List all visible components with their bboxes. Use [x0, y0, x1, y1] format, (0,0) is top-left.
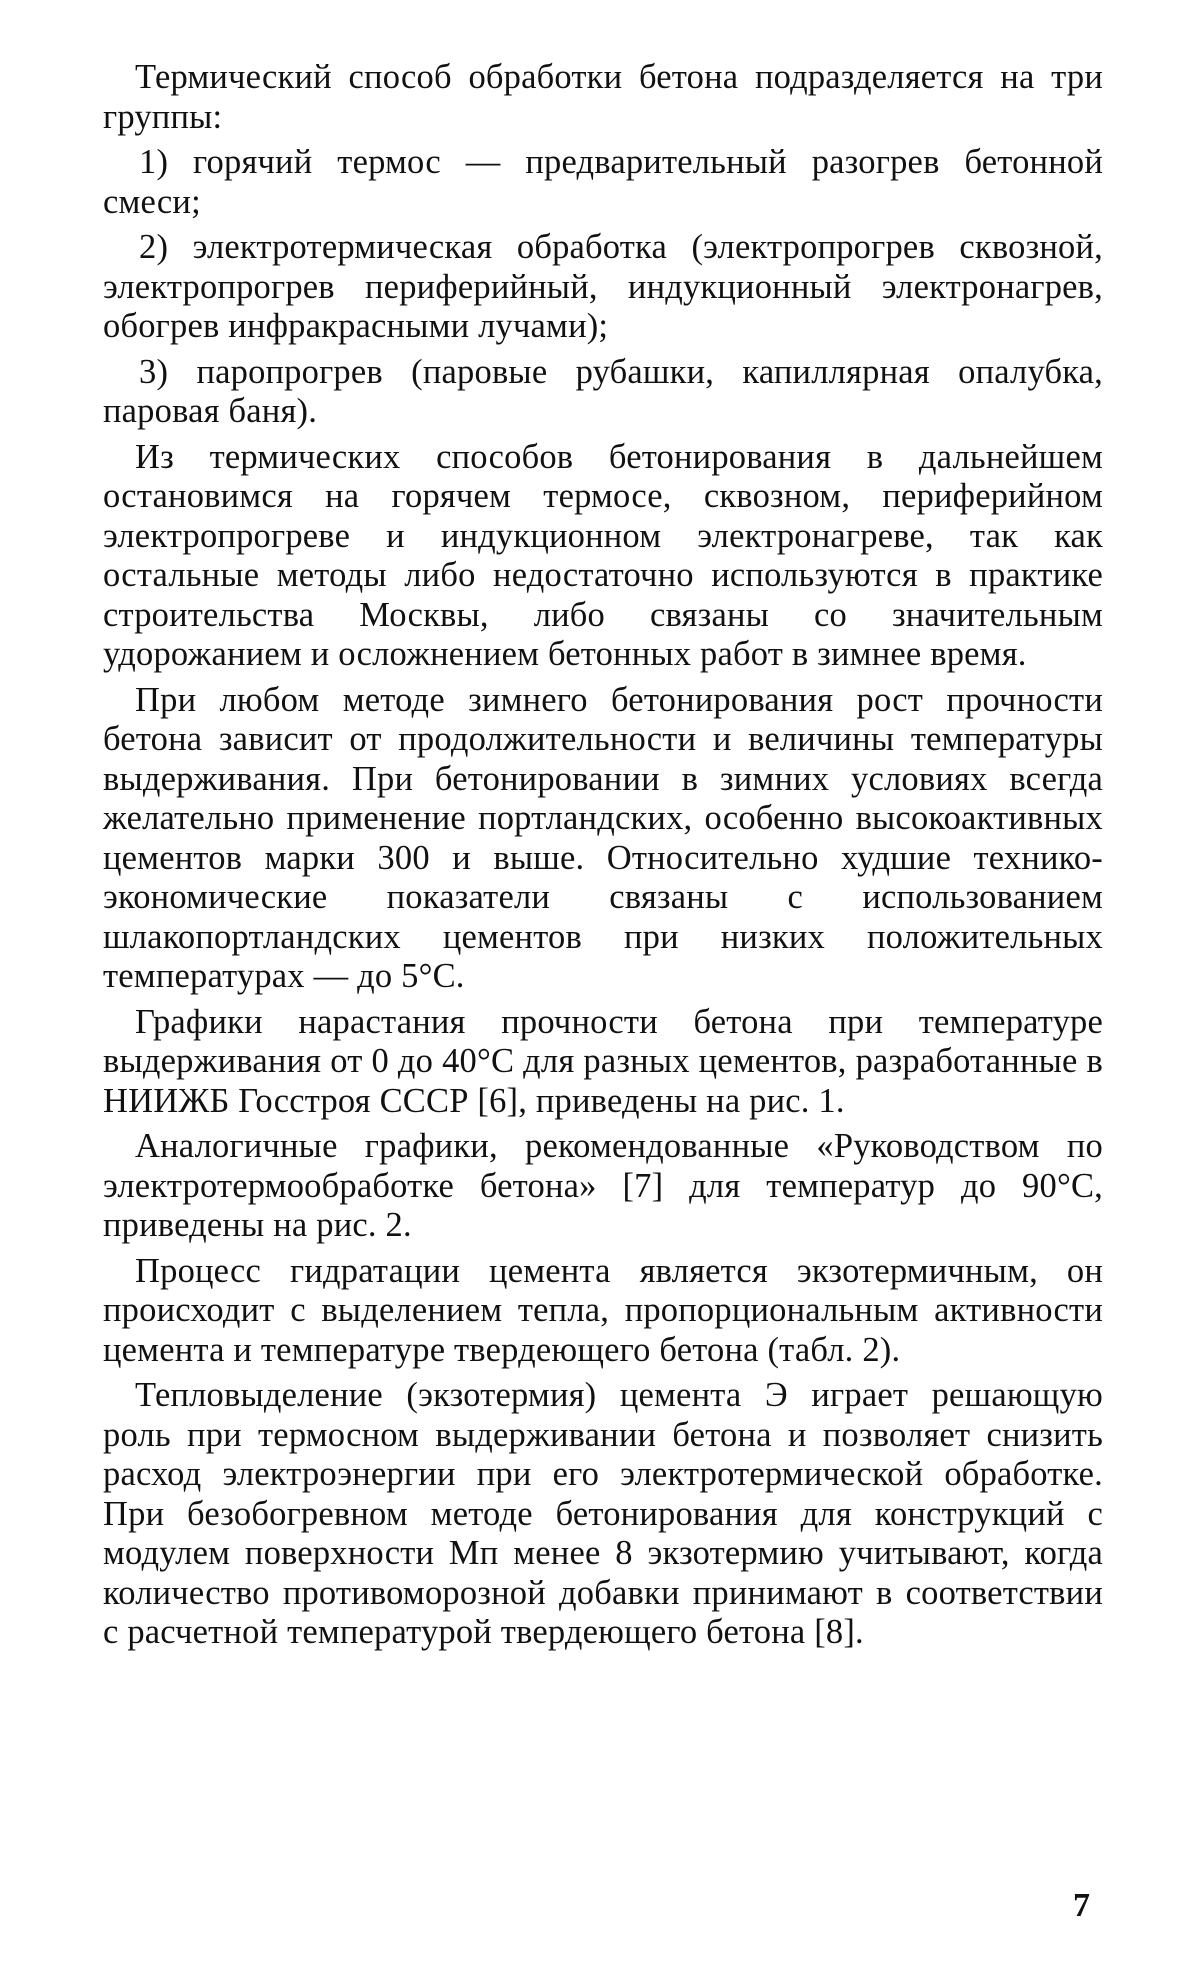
- paragraph-methods: Из термических способов бетонирования в дальнейшем остановимся на горячем термосе, сквозном, периферийном электропрогреве и индукционном электронагреве, так как остальные методы либо недостаточно используются в практике строительства Москвы, либо связаны со значительным удорожанием и осложнением бетонных работ в зимнее время.: [103, 437, 1103, 673]
- paragraph-graphs-fig1: Графики нарастания прочности бетона при температуре выдерживания от 0 до 40°С для разных цементов, разработанные в НИИЖБ Госстроя СССР [6], приведены на рис. 1.: [103, 1002, 1103, 1120]
- page-number: 7: [1073, 1887, 1090, 1924]
- page-body: [103, 58, 1103, 1659]
- list-item-electrothermal: 2) электротермическая обработка (электропрогрев сквозной, электропрогрев периферийный, индукционный электронагрев, обогрев инфракрасными лучами);: [103, 228, 1103, 345]
- list-item-steam: 3) паропрогрев (паровые рубашки, капиллярная опалубка, паровая баня).: [103, 352, 1103, 430]
- paragraph-intro: Термический способ обработки бетона подразделяется на три группы:: [103, 58, 1103, 136]
- paragraph-exotherm: Тепловыделение (экзотермия) цемента Э играет решающую роль при термосном выдерживании бетона и позволяет снизить расход электроэнергии при его электротермической обработке. При безобогревном методе бетонирования для конструкций с модулем поверхности Мп менее 8 экзотермию учитывают, когда количество противоморозной добавки принимают в соответствии с расчетной температурой твердеющего бетона [8].: [103, 1376, 1103, 1651]
- paragraph-graphs-fig2: Аналогичные графики, рекомендованные «Руководством по электротермообработке бетона» [7] для температур до 90°С, приведены на рис. 2.: [103, 1127, 1103, 1244]
- paragraph-hydration: Процесс гидратации цемента является экзотермичным, он происходит с выделением тепла, пропорциональным активности цемента и температуре твердеющего бетона (табл. 2).: [103, 1251, 1103, 1369]
- paragraph-strength: При любом методе зимнего бетонирования рост прочности бетона зависит от продолжительности и величины температуры выдерживания. При бетонировании в зимних условиях всегда желательно применение портландских, особенно высокоактивных цементов марки 300 и выше. Относительно худшие технико-экономические показатели связаны с использованием шлакопортландских цементов при низких положительных температурах — до 5°С.: [103, 680, 1103, 995]
- list-item-hot-thermos: 1) горячий термос — предварительный разогрев бетонной смеси;: [103, 143, 1103, 221]
